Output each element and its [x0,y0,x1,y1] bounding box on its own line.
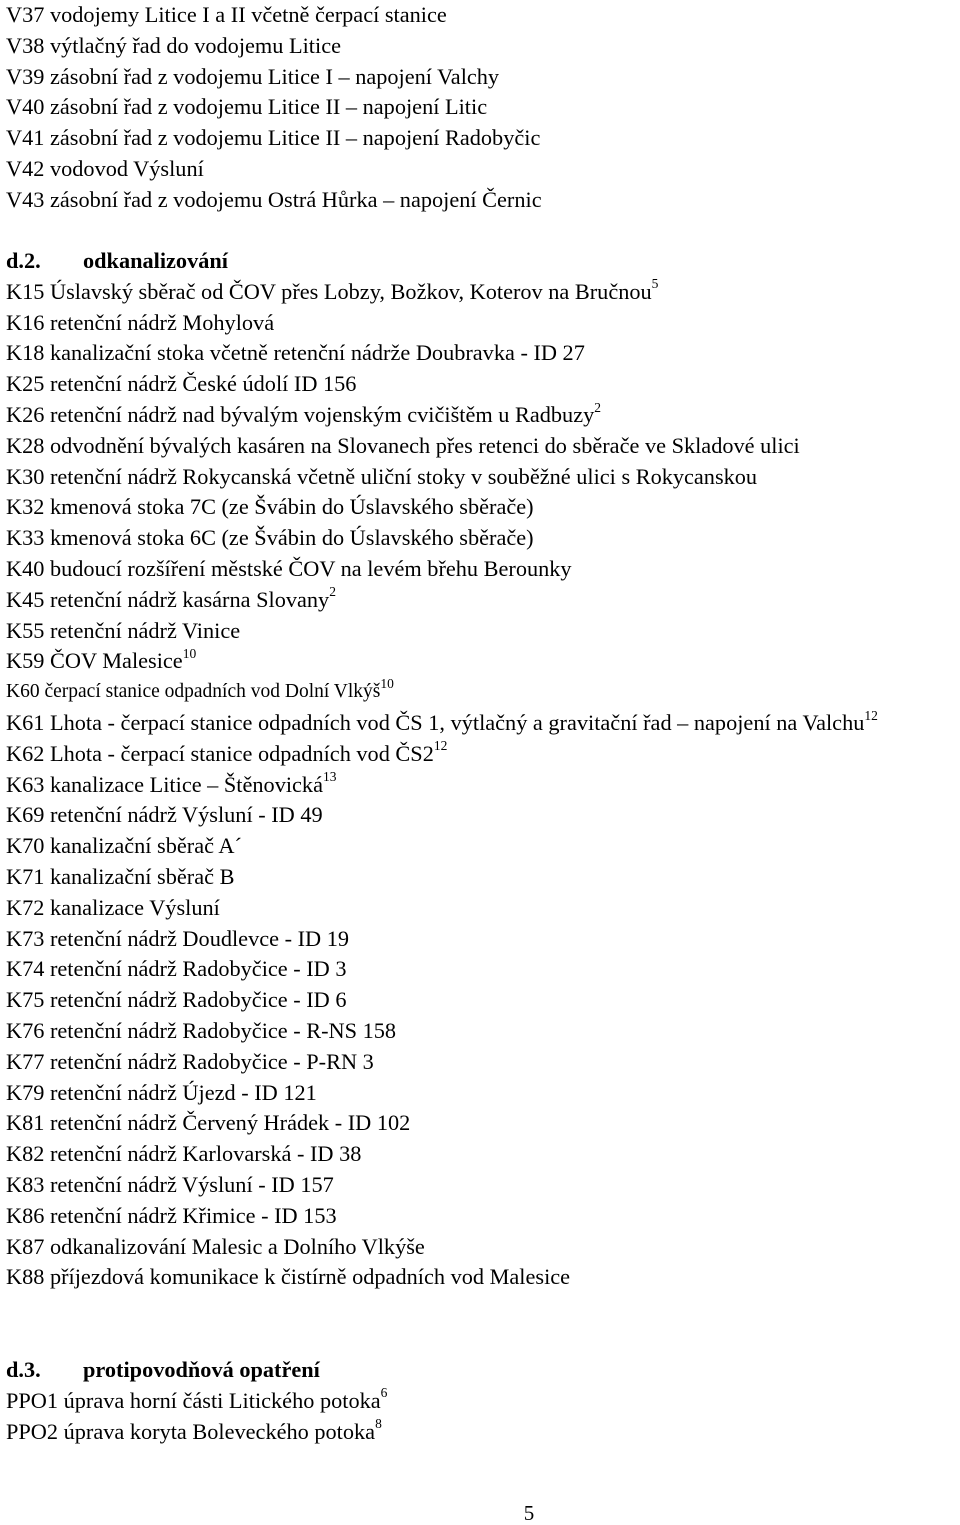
list-item [6,954,960,985]
flood-protection-list [6,1386,960,1448]
sewerage-list [6,277,960,1293]
item-text: K70 kanalizační sběrač A´ [6,833,242,859]
section-d3 [6,1355,960,1447]
item-text: K60 čerpací stanice odpadních vod Dolní Vlkýš [6,681,381,703]
item-text: K63 kanalizace Litice – Štěnovická [6,771,323,797]
list-item [6,462,960,493]
list-item [6,554,960,585]
list-item [6,338,960,369]
list-item [6,123,960,154]
list-item [6,431,960,462]
item-text: K26 retenční nádrž nad bývalým vojenským cvičištěm u Radbuzy [6,401,595,427]
item-text: V42 vodovod Výsluní [6,155,204,181]
footnote-ref: 10 [380,675,394,691]
list-item [6,277,960,308]
section-d2 [6,246,960,1293]
list-item [6,1047,960,1078]
item-text: K86 retenční nádrž Křimice - ID 153 [6,1202,337,1228]
list-item [6,1170,960,1201]
item-text: K82 retenční nádrž Karlovarská - ID 38 [6,1141,362,1167]
list-item [6,708,960,739]
list-item [6,862,960,893]
footnote-ref: 12 [433,738,448,754]
list-item [6,1139,960,1170]
list-item [6,770,960,801]
list-item [6,646,960,677]
item-text: K28 odvodnění bývalých kasáren na Slovanech přes retenci do sběrače ve Skladové ulici [6,432,800,458]
list-item [6,523,960,554]
section-heading [6,246,960,277]
item-text: K55 retenční nádrž Vinice [6,617,241,643]
list-item [6,924,960,955]
list-item [6,400,960,431]
item-text: K81 retenční nádrž Červený Hrádek - ID 102 [6,1110,411,1136]
footnote-ref: 8 [375,1416,382,1432]
item-text: K88 příjezdová komunikace k čistírně odpadních vod Malesice [6,1264,571,1290]
list-item [6,616,960,647]
footnote-ref: 10 [182,645,197,661]
item-text: V37 vodojemy Litice I a II včetně čerpací stanice [6,2,447,27]
item-text: K72 kanalizace Výsluní [6,894,220,920]
item-text: V40 zásobní řad z vodojemu Litice II – napojení Litic [6,94,488,120]
footnote-ref: 2 [329,584,336,600]
item-text: K45 retenční nádrž kasárna Slovany [6,586,330,612]
item-text: V41 zásobní řad z vodojemu Litice II – napojení Radobyčic [6,125,541,151]
item-text: K40 budoucí rozšíření městské ČOV na levém břehu Berounky [6,555,572,581]
section-number: d.2. [6,248,41,273]
footnote-ref: 5 [651,276,659,292]
item-text: K74 retenční nádrž Radobyčice - ID 3 [6,956,347,982]
list-item [6,92,960,123]
list-item [6,1108,960,1139]
list-item [6,831,960,862]
list-item [6,1262,960,1293]
list-item [6,1201,960,1232]
item-text: K15 Úslavský sběrač od ČOV přes Lobzy, Božkov, Koterov na Bručnou [6,278,652,304]
footnote-ref: 6 [380,1385,388,1401]
list-item [6,985,960,1016]
item-text: K25 retenční nádrž České údolí ID 156 [6,371,357,397]
list-item [6,31,960,62]
list-item [6,492,960,523]
list-item [6,62,960,93]
item-text: K32 kmenová stoka 7C (ze Švábin do Úslavského sběrače) [6,494,534,520]
list-item [6,585,960,616]
item-text: K87 odkanalizování Malesic a Dolního Vlkýše [6,1233,425,1259]
item-text: K73 retenční nádrž Doudlevce - ID 19 [6,925,349,951]
list-item [6,1016,960,1047]
list-item [6,0,960,31]
list-item [6,1232,960,1263]
list-item [6,308,960,339]
section-title: protipovodňová opatření [83,1357,320,1382]
list-item [6,185,960,216]
list-item [6,154,960,185]
item-text: K61 Lhota - čerpací stanice odpadních vod ČS 1, výtlačný a gravitační řad – napojení na Valchu [6,709,865,735]
list-item [6,800,960,831]
item-text: K69 retenční nádrž Výsluní - ID 49 [6,802,323,828]
list-item [6,1417,960,1448]
item-text: K79 retenční nádrž Újezd - ID 121 [6,1079,317,1105]
item-text: K30 retenční nádrž Rokycanská včetně uliční stoky v souběžné ulici s Rokycanskou [6,463,758,489]
list-item [6,893,960,924]
footnote-ref: 12 [864,707,878,723]
item-text: V43 zásobní řad z vodojemu Ostrá Hůrka – napojení Černic [6,186,542,212]
item-text: K77 retenční nádrž Radobyčice - P-RN 3 [6,1048,374,1074]
section-number: d.3. [6,1357,41,1382]
footnote-ref: 13 [322,769,337,785]
item-text: V38 výtlačný řad do vodojemu Litice [6,32,341,58]
section-title: odkanalizování [83,248,228,273]
item-text: K33 kmenová stoka 6C (ze Švábin do Úslavského sběrače) [6,525,534,551]
item-text: PPO1 úprava horní části Litického potoka [6,1387,381,1413]
list-item [6,1078,960,1109]
item-text: K18 kanalizační stoka včetně retenční nádrže Doubravka - ID 27 [6,340,585,366]
item-text: K75 retenční nádrž Radobyčice - ID 6 [6,987,347,1013]
water-supply-list [6,0,960,216]
item-text: K71 kanalizační sběrač B [6,863,235,889]
item-text: K59 ČOV Malesice [6,648,183,674]
list-item [6,677,960,708]
footnote-ref: 2 [594,399,601,415]
item-text: K16 retenční nádrž Mohylová [6,309,275,335]
item-text: V39 zásobní řad z vodojemu Litice I – napojení Valchy [6,63,500,89]
page-number: 5 [523,1501,535,1525]
list-item [6,369,960,400]
item-text: PPO2 úprava koryta Boleveckého potoka [6,1418,376,1444]
item-text: K62 Lhota - čerpací stanice odpadních vod ČS2 [6,740,434,766]
item-text: K83 retenční nádrž Výsluní - ID 157 [6,1171,334,1197]
list-item [6,739,960,770]
section-heading [6,1355,960,1386]
item-text: K76 retenční nádrž Radobyčice - R-NS 158 [6,1017,397,1043]
list-item [6,1386,960,1417]
